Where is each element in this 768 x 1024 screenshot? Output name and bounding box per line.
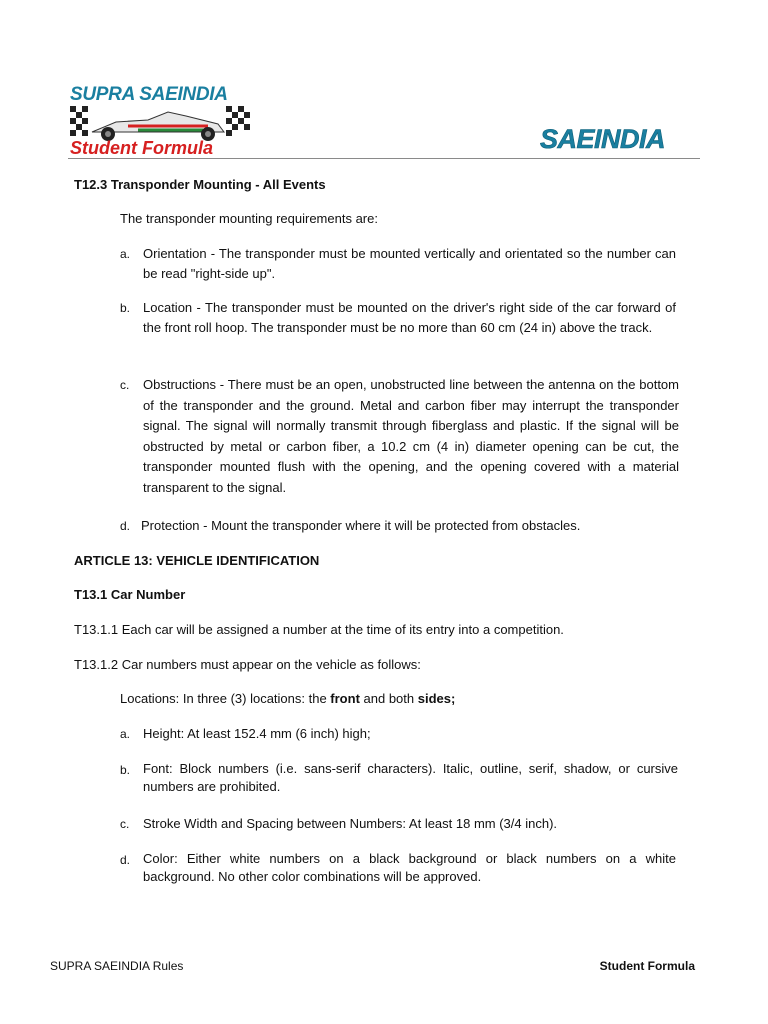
list-marker: c. — [120, 817, 130, 831]
list-marker: b. — [120, 763, 131, 777]
rule-t13-1-2: T13.1.2 Car numbers must appear on the vehicle as follows: — [74, 657, 421, 672]
list-item: Font: Block numbers (i.e. sans-serif characters). Italic, outline, serif, shadow, or cursive numbers are prohibited. — [143, 761, 678, 794]
locations-sides: sides; — [417, 691, 456, 706]
footer-right: Student Formula — [599, 959, 695, 973]
logo-left-subtitle: Student Formula — [70, 138, 213, 158]
list-item: Stroke Width and Spacing between Numbers: At least 18 mm (3/4 inch). — [143, 816, 558, 831]
saeindia-logo-text: SAEINDIA — [540, 124, 666, 154]
list-marker: b. — [120, 301, 131, 315]
list-item: Height: At least 152.4 mm (6 inch) high; — [143, 726, 371, 741]
locations-front: front — [330, 691, 360, 706]
subsection-heading-t13-1: T13.1 Car Number — [74, 587, 186, 602]
locations-line — [120, 689, 455, 709]
header-divider — [68, 158, 700, 159]
list-marker: d. — [120, 519, 131, 533]
list-marker: c. — [120, 378, 130, 392]
list-marker: d. — [120, 853, 131, 867]
list-item: Protection - Mount the transponder where it will be protected from obstacles. — [141, 518, 581, 533]
list-marker: a. — [120, 727, 131, 741]
locations-mid: and both — [359, 691, 418, 706]
logo-left-title: SUPRA SAEINDIA — [70, 84, 228, 105]
locations-prefix: Locations: In three (3) locations: the — [120, 691, 331, 706]
section-heading-t12-3: T12.3 Transponder Mounting - All Events — [74, 177, 326, 192]
list-marker: a. — [120, 247, 131, 261]
footer-left: SUPRA SAEINDIA Rules — [50, 959, 184, 973]
saeindia-logo — [540, 124, 700, 154]
list-item: Color: Either white numbers on a black background or black numbers on a white background. No other color combinations will be approved. — [143, 851, 676, 884]
supra-saeindia-logo — [68, 84, 252, 160]
article-heading: ARTICLE 13: VEHICLE IDENTIFICATION — [74, 553, 320, 568]
section-intro: The transponder mounting requirements are: — [120, 211, 378, 226]
rule-t13-1-1: T13.1.1 Each car will be assigned a number at the time of its entry into a competition. — [74, 622, 564, 637]
list-item: Obstructions - There must be an open, unobstructed line between the antenna on the bottom of the transponder and the ground. Metal and carbon fiber may interrupt the transponder signal. The signal will normally transmit through fiberglass and plastic. If the signal will be obstructed by metal or carbon fiber, a 10.2 cm (4 in) diameter opening can be cut, the transponder mounted flush with the opening, and the opening covered with a material transparent to the signal. — [143, 377, 679, 495]
list-item: Location - The transponder must be mounted on the driver's right side of the car forward of the front roll hoop. The transponder must be no more than 60 cm (24 in) above the track. — [143, 300, 676, 335]
list-item: Orientation - The transponder must be mounted vertically and orientated so the number can be read "right-side up". — [143, 246, 676, 281]
